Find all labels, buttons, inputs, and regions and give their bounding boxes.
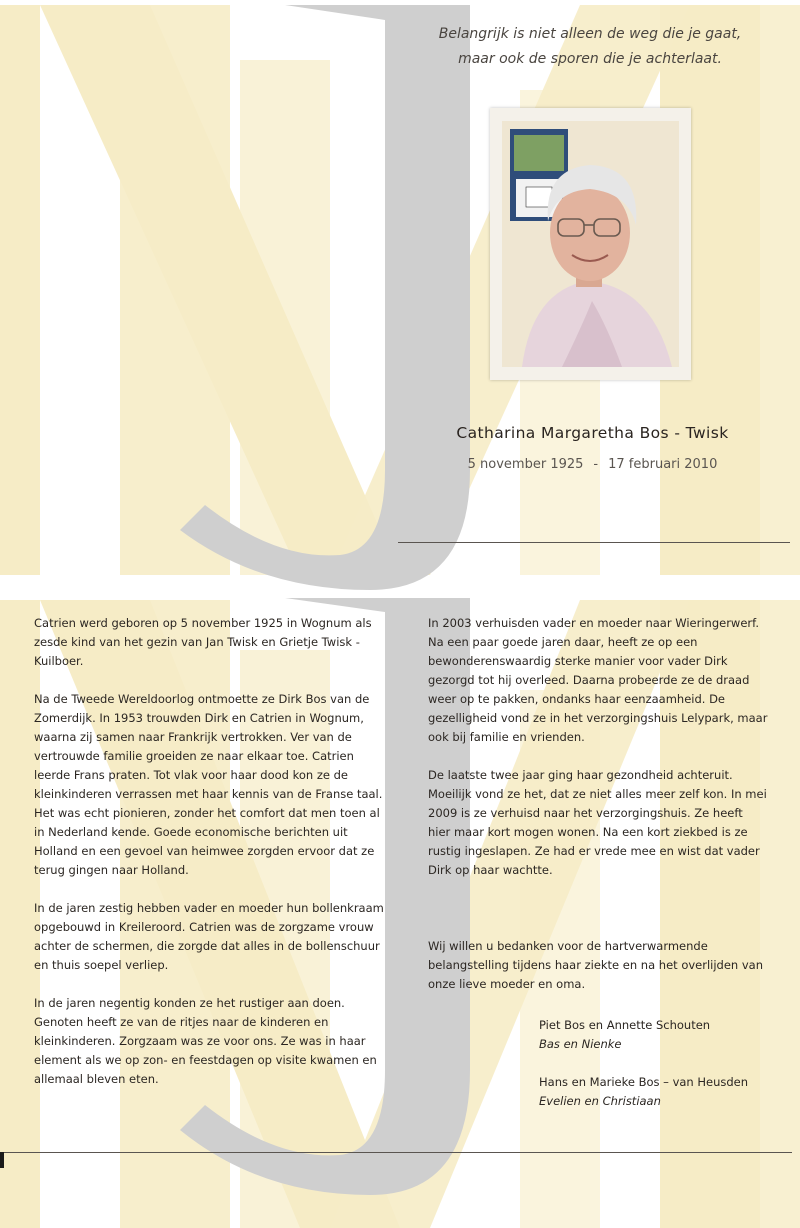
signature-parents: Hans en Marieke Bos – van Heusden bbox=[539, 1075, 749, 1089]
footer-divider-marker bbox=[0, 1152, 4, 1168]
death-date: 17 februari 2010 bbox=[608, 457, 718, 472]
biography-paragraph: Wij willen u bedanken voor de hartverwarmende belangstelling tijdens haar ziekte en na het overlijden van onze lieve moeder en oma. bbox=[428, 939, 764, 991]
biography-paragraph: In de jaren negentig konden ze het rustiger aan doen. Genoten heeft ze van de ritjes naar de kinderen en kleinkinderen. Zorgzaam was ze voor ons. Ze was in haar element als we op zon- en feestdagen op visite kwamen en allemaal bleven eten. bbox=[34, 996, 377, 1086]
biography-paragraph: Catrien werd geboren op 5 november 1925 in Wognum als zesde kind van het gezin van Jan Twisk en Grietje Twisk - Kuilboer. bbox=[34, 616, 372, 668]
quote-line-2: maar ook de sporen die je achterlaat. bbox=[458, 51, 722, 67]
signature-children: Evelien en Christiaan bbox=[539, 1094, 661, 1108]
life-dates bbox=[440, 457, 745, 472]
biography-paragraph: In de jaren zestig hebben vader en moeder hun bollenkraam opgebouwd in Kreileroord. Catrien was de zorgzame vrouw achter de schermen, die zorgde dat alles in de bollenschuur en thuis soepel verliep. bbox=[34, 901, 384, 972]
signature-block bbox=[539, 1073, 779, 1111]
biography-paragraph: In 2003 verhuisden vader en moeder naar Wieringerwerf. Na een paar goede jaren daar, heeft ze op een bewonderenswaardig sterke manier voor vader Dirk gezorgd tot hij overleed. Daarna probeerde ze de draad weer op te pakken, ondanks haar eenzaamheid. De gezelligheid vond ze in het verzorgingshuis Lelypark, maar ook bij familie en vrienden. bbox=[428, 616, 768, 744]
header-divider bbox=[398, 542, 790, 543]
quote bbox=[420, 22, 760, 72]
birth-date: 5 november 1925 bbox=[467, 457, 584, 472]
footer-divider bbox=[4, 1152, 792, 1153]
signature-children: Bas en Nienke bbox=[539, 1037, 622, 1051]
biography-right-column bbox=[428, 614, 768, 1013]
signature-parents: Piet Bos en Annette Schouten bbox=[539, 1018, 711, 1032]
family-signatures bbox=[539, 1016, 779, 1130]
quote-line-1: Belangrijk is niet alleen de weg die je gaat, bbox=[438, 26, 742, 42]
deceased-name: Catharina Margaretha Bos - Twisk bbox=[456, 424, 729, 442]
biography-paragraph: De laatste twee jaar ging haar gezondheid achteruit. Moeilijk vond ze het, dat ze niet alles meer zelf kon. In mei 2009 is ze verhuisd naar het verzorgingshuis. Ze heeft hier maar kort mogen wonen. Na een kort ziekbed is ze rustig ingeslapen. Ze had er vrede mee en wist dat vader Dirk op haar wachtte. bbox=[428, 768, 767, 877]
portrait-photo bbox=[490, 108, 691, 380]
biography-left-column bbox=[34, 614, 390, 1108]
portrait-photo-icon bbox=[502, 121, 679, 367]
biography-paragraph: Na de Tweede Wereldoorlog ontmoette ze Dirk Bos van de Zomerdijk. In 1953 trouwden Dirk en Catrien in Wognum, waarna zij samen naar Frankrijk vertrokken. Ver van de vertrouwde familie groeiden ze naar elkaar toe. Catrien leerde Frans praten. Tot vlak voor haar dood kon ze de kleinkinderen verrassen met haar kennis van de Franse taal. Het was echt pionieren, zonder het comfort dat men toen al in Nederland kende. Goede economische berichten uit Holland en een gevoel van heimwee zorgden ervoor dat ze terug gingen naar Holland. bbox=[34, 692, 383, 877]
date-separator: - bbox=[593, 457, 599, 472]
signature-block bbox=[539, 1016, 779, 1054]
